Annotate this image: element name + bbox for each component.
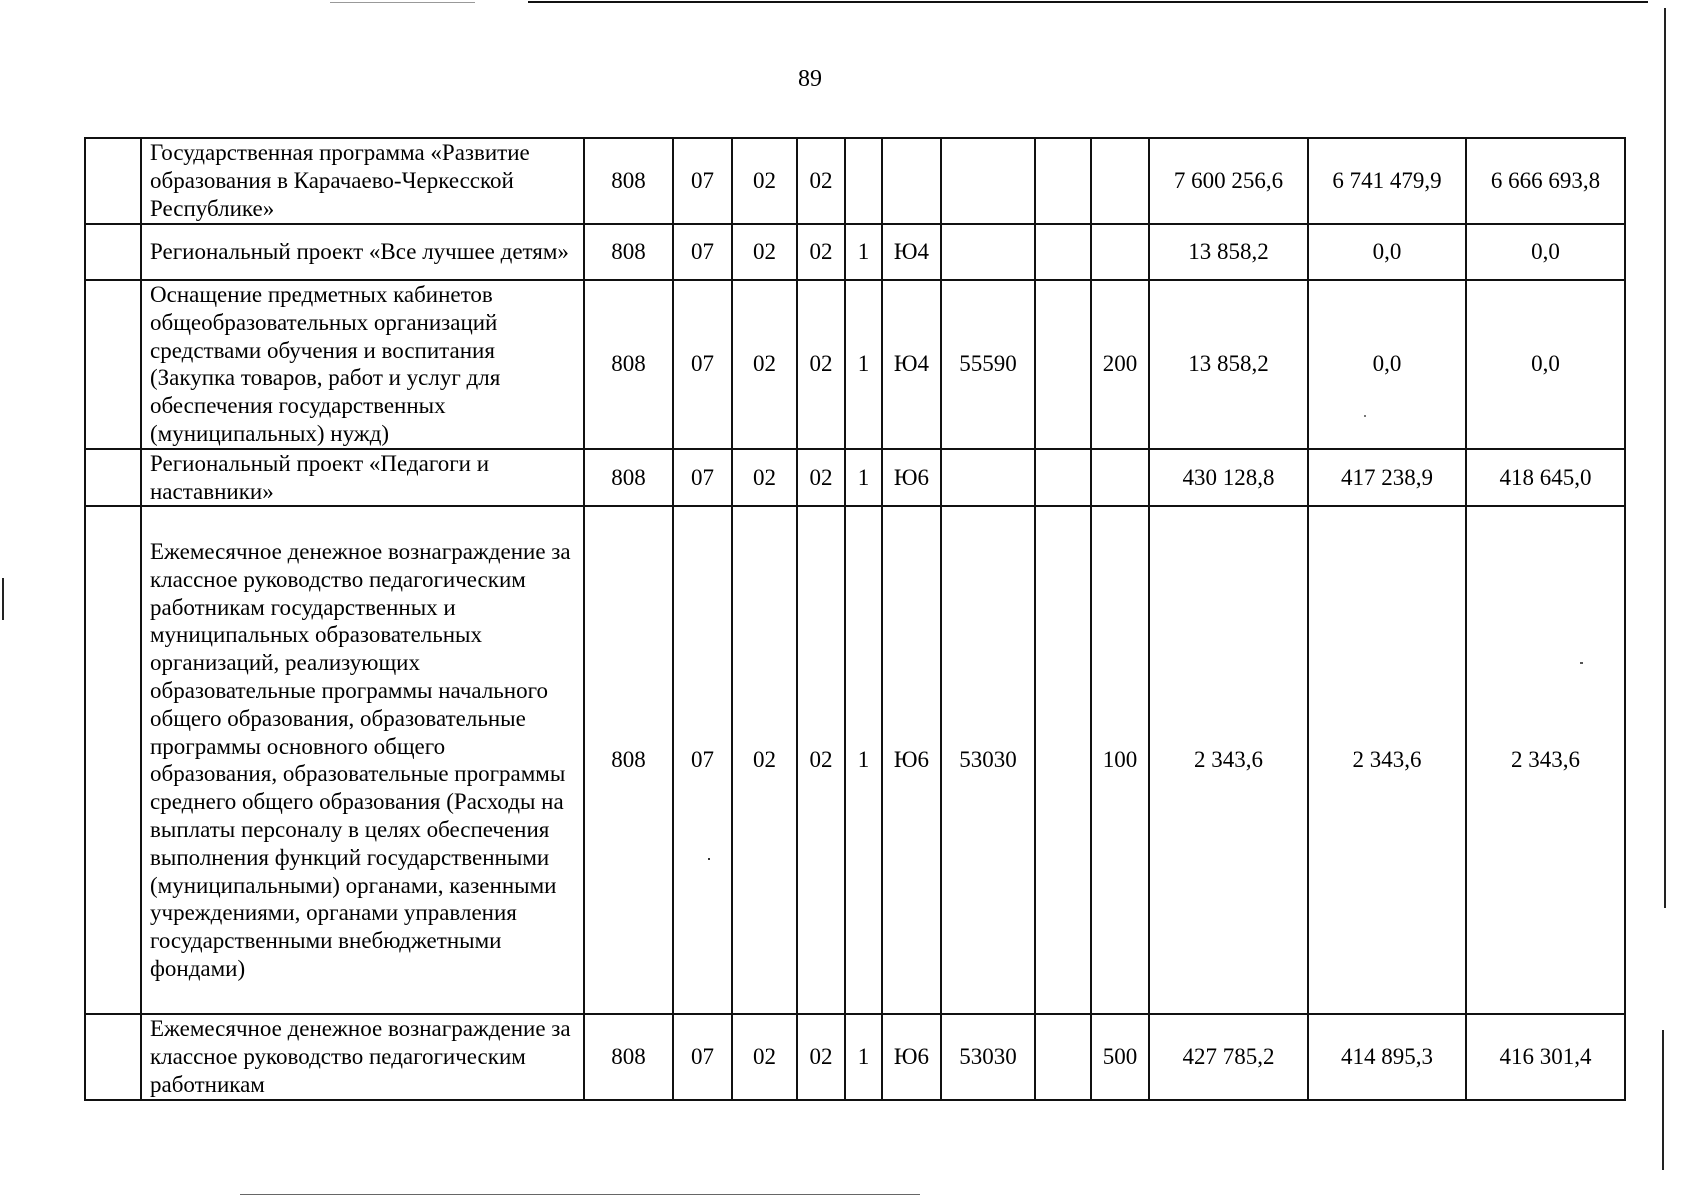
code-section-cell: 07 [673, 1014, 732, 1099]
amount-year3-cell: 6 666 693,8 [1466, 138, 1625, 224]
code-admin-cell: 808 [584, 1014, 673, 1099]
code-direction-cell: 53030 [941, 1014, 1035, 1099]
code-subprogram-cell: 1 [845, 1014, 882, 1099]
code-admin-cell: 808 [584, 280, 673, 449]
code-admin-cell: 808 [584, 138, 673, 224]
code-subsection-cell: 02 [732, 138, 797, 224]
scan-edge-line [2, 578, 4, 620]
code-section-cell: 07 [673, 280, 732, 449]
scan-edge-line [330, 2, 475, 3]
code-direction-cell [941, 449, 1035, 507]
code-direction-cell: 55590 [941, 280, 1035, 449]
amount-year1-cell: 13 858,2 [1149, 280, 1308, 449]
amount-year3-cell: 418 645,0 [1466, 449, 1625, 507]
code-direction-cell: 53030 [941, 506, 1035, 1014]
code-subprogram-cell: 1 [845, 224, 882, 280]
code-direction-cell [941, 224, 1035, 280]
amount-year2-cell: 417 238,9 [1308, 449, 1466, 507]
amount-year1-cell: 427 785,2 [1149, 1014, 1308, 1099]
code-extra-cell [1035, 506, 1091, 1014]
amount-year1-cell: 7 600 256,6 [1149, 138, 1308, 224]
row-margin-cell [85, 224, 141, 280]
code-admin-cell: 808 [584, 506, 673, 1014]
expense-type-cell: 100 [1091, 506, 1149, 1014]
row-margin-cell [85, 506, 141, 1014]
budget-table [84, 137, 1626, 1101]
code-extra-cell [1035, 449, 1091, 507]
row-description-cell: Региональный проект «Все лучшее детям» [141, 224, 584, 280]
table-row [85, 138, 1625, 224]
code-section-cell: 07 [673, 449, 732, 507]
scan-edge-line [1662, 1030, 1664, 1170]
code-extra-cell [1035, 224, 1091, 280]
code-direction-cell [941, 138, 1035, 224]
table-row [85, 449, 1625, 507]
code-extra-cell [1035, 1014, 1091, 1099]
code-admin-cell: 808 [584, 224, 673, 280]
scan-edge-line [528, 1, 1648, 3]
code-admin-cell: 808 [584, 449, 673, 507]
row-margin-cell [85, 1014, 141, 1099]
table-row [85, 280, 1625, 449]
table-row [85, 1014, 1625, 1099]
amount-year1-cell: 2 343,6 [1149, 506, 1308, 1014]
code-project-cell: Ю4 [882, 280, 941, 449]
row-margin-cell [85, 449, 141, 507]
row-description-cell: Оснащение предметных кабинетов общеобразовательных организаций средствами обучения и воспитания (Закупка товаров, работ и услуг для обеспечения государственных (муниципальных) нужд) [141, 280, 584, 449]
amount-year2-cell: 0,0 [1308, 224, 1466, 280]
expense-type-cell: 200 [1091, 280, 1149, 449]
expense-type-cell [1091, 224, 1149, 280]
scan-edge-line [1664, 8, 1666, 908]
row-description-cell: Государственная программа «Развитие образования в Карачаево-Черкесской Республике» [141, 138, 584, 224]
amount-year2-cell: 2 343,6 [1308, 506, 1466, 1014]
code-section-cell: 07 [673, 138, 732, 224]
amount-year3-cell: 0,0 [1466, 224, 1625, 280]
code-subprogram-cell: 1 [845, 280, 882, 449]
amount-year1-cell: 13 858,2 [1149, 224, 1308, 280]
code-program-cell: 02 [797, 224, 845, 280]
code-program-cell: 02 [797, 280, 845, 449]
code-subprogram-cell: 1 [845, 506, 882, 1014]
code-subprogram-cell: 1 [845, 449, 882, 507]
expense-type-cell [1091, 138, 1149, 224]
amount-year1-cell: 430 128,8 [1149, 449, 1308, 507]
code-extra-cell [1035, 280, 1091, 449]
row-description-cell: Ежемесячное денежное вознаграждение за классное руководство педагогическим работникам государственных и муниципальных образовательных организаций, реализующих образовательные программы начального общего образования, образовательные программы основного общего образования, образовательные программы среднего общего образования (Расходы на выплаты персоналу в целях обеспечения выполнения функций государственными (муниципальными) органами, казенными учреждениями, органами управления государственными внебюджетными фондами) [141, 506, 584, 1014]
code-program-cell: 02 [797, 449, 845, 507]
row-margin-cell [85, 138, 141, 224]
expense-type-cell: 500 [1091, 1014, 1149, 1099]
code-program-cell: 02 [797, 506, 845, 1014]
code-extra-cell [1035, 138, 1091, 224]
code-subprogram-cell [845, 138, 882, 224]
amount-year2-cell: 0,0 [1308, 280, 1466, 449]
code-project-cell: Ю4 [882, 224, 941, 280]
row-description-cell: Региональный проект «Педагоги и наставники» [141, 449, 584, 507]
code-subsection-cell: 02 [732, 506, 797, 1014]
amount-year2-cell: 414 895,3 [1308, 1014, 1466, 1099]
code-project-cell: Ю6 [882, 449, 941, 507]
code-section-cell: 07 [673, 224, 732, 280]
code-subsection-cell: 02 [732, 449, 797, 507]
code-section-cell: 07 [673, 506, 732, 1014]
amount-year3-cell: 0,0 [1466, 280, 1625, 449]
row-description-cell: Ежемесячное денежное вознаграждение за классное руководство педагогическим работникам [141, 1014, 584, 1099]
code-project-cell: Ю6 [882, 506, 941, 1014]
expense-type-cell [1091, 449, 1149, 507]
table-row [85, 224, 1625, 280]
row-margin-cell [85, 280, 141, 449]
code-program-cell: 02 [797, 1014, 845, 1099]
amount-year3-cell: 416 301,4 [1466, 1014, 1625, 1099]
amount-year3-cell: 2 343,6 [1466, 506, 1625, 1014]
code-program-cell: 02 [797, 138, 845, 224]
code-project-cell: Ю6 [882, 1014, 941, 1099]
code-subsection-cell: 02 [732, 1014, 797, 1099]
code-project-cell [882, 138, 941, 224]
code-subsection-cell: 02 [732, 224, 797, 280]
code-subsection-cell: 02 [732, 280, 797, 449]
page-number: 89 [798, 66, 822, 92]
table-row [85, 506, 1625, 1014]
scan-edge-line [240, 1194, 920, 1195]
amount-year2-cell: 6 741 479,9 [1308, 138, 1466, 224]
